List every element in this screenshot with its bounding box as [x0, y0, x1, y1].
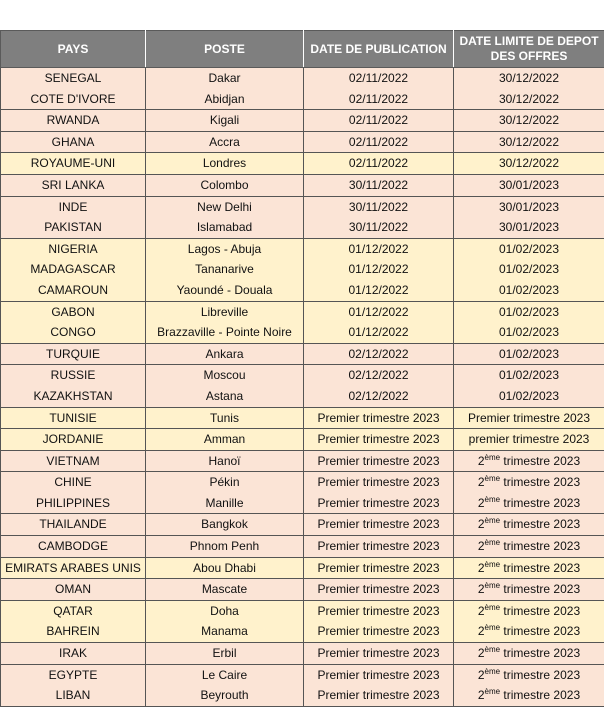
offers-table [0, 30, 604, 707]
cell-poste: Doha [146, 600, 304, 621]
table-row [1, 600, 604, 621]
cell-poste: Lagos - Abuja [146, 238, 304, 259]
cell-pays: MADAGASCAR [1, 259, 146, 280]
cell-date-publication: Premier trimestre 2023 [304, 621, 454, 642]
table-row [1, 493, 604, 514]
cell-poste: Bangkok [146, 514, 304, 536]
cell-date-publication: 02/12/2022 [304, 386, 454, 407]
cell-poste: Phnom Penh [146, 536, 304, 558]
cell-date-limite: 2ème trimestre 2023 [454, 493, 604, 514]
cell-pays: IRAK [1, 643, 146, 665]
cell-poste: Tunis [146, 407, 304, 429]
cell-poste: Kigali [146, 110, 304, 132]
cell-date-limite: 01/02/2023 [454, 259, 604, 280]
cell-date-publication: Premier trimestre 2023 [304, 685, 454, 706]
cell-date-limite: Premier trimestre 2023 [454, 407, 604, 429]
header-pays: PAYS [1, 31, 146, 68]
table-row [1, 472, 604, 493]
cell-date-limite: 2ème trimestre 2023 [454, 643, 604, 665]
table-row [1, 174, 604, 196]
table-row [1, 131, 604, 153]
cell-date-limite: 2ème trimestre 2023 [454, 472, 604, 493]
cell-date-limite: 30/12/2022 [454, 89, 604, 110]
cell-pays: CAMBODGE [1, 536, 146, 558]
cell-poste: Yaoundé - Douala [146, 280, 304, 301]
cell-date-publication: 02/11/2022 [304, 68, 454, 89]
cell-pays: PHILIPPINES [1, 493, 146, 514]
cell-date-limite: 30/01/2023 [454, 196, 604, 217]
cell-date-publication: 01/12/2022 [304, 259, 454, 280]
cell-poste: Abidjan [146, 89, 304, 110]
table-row [1, 450, 604, 472]
cell-date-publication: Premier trimestre 2023 [304, 472, 454, 493]
table-row [1, 579, 604, 601]
offers-table-container [0, 30, 604, 707]
table-row [1, 196, 604, 217]
table-row [1, 217, 604, 238]
table-row [1, 89, 604, 110]
header-row [1, 31, 604, 68]
cell-poste: Manama [146, 621, 304, 642]
cell-poste: Hanoï [146, 450, 304, 472]
cell-date-publication: 01/12/2022 [304, 280, 454, 301]
cell-date-publication: 02/11/2022 [304, 153, 454, 175]
cell-date-publication: Premier trimestre 2023 [304, 579, 454, 601]
table-row [1, 343, 604, 365]
cell-date-publication: 02/11/2022 [304, 89, 454, 110]
cell-date-limite: 01/02/2023 [454, 343, 604, 365]
cell-pays: SRI LANKA [1, 174, 146, 196]
cell-poste: Moscou [146, 365, 304, 386]
cell-date-limite: 2ème trimestre 2023 [454, 514, 604, 536]
cell-pays: LIBAN [1, 685, 146, 706]
cell-date-limite: 30/01/2023 [454, 174, 604, 196]
cell-date-publication: 01/12/2022 [304, 301, 454, 322]
cell-pays: KAZAKHSTAN [1, 386, 146, 407]
cell-poste: Londres [146, 153, 304, 175]
cell-poste: Colombo [146, 174, 304, 196]
table-row [1, 280, 604, 301]
cell-date-publication: Premier trimestre 2023 [304, 557, 454, 579]
cell-date-limite: 30/12/2022 [454, 131, 604, 153]
cell-pays: CAMAROUN [1, 280, 146, 301]
cell-pays: PAKISTAN [1, 217, 146, 238]
cell-date-limite: 30/01/2023 [454, 217, 604, 238]
cell-pays: INDE [1, 196, 146, 217]
cell-date-publication: Premier trimestre 2023 [304, 493, 454, 514]
cell-pays: EMIRATS ARABES UNIS [1, 557, 146, 579]
cell-poste: Erbil [146, 643, 304, 665]
cell-pays: VIETNAM [1, 450, 146, 472]
cell-pays: SENEGAL [1, 68, 146, 89]
cell-date-limite: premier trimestre 2023 [454, 429, 604, 451]
table-row [1, 407, 604, 429]
cell-date-publication: 30/11/2022 [304, 174, 454, 196]
cell-poste: Le Caire [146, 664, 304, 685]
table-row [1, 514, 604, 536]
cell-poste: New Delhi [146, 196, 304, 217]
table-row [1, 664, 604, 685]
table-row [1, 365, 604, 386]
cell-poste: Manille [146, 493, 304, 514]
header-date-publication: DATE DE PUBLICATION [304, 31, 454, 68]
cell-pays: OMAN [1, 579, 146, 601]
table-row [1, 643, 604, 665]
table-row [1, 322, 604, 343]
cell-date-publication: Premier trimestre 2023 [304, 450, 454, 472]
table-row [1, 557, 604, 579]
cell-date-limite: 30/12/2022 [454, 153, 604, 175]
cell-pays: CONGO [1, 322, 146, 343]
table-row [1, 153, 604, 175]
header-poste: POSTE [146, 31, 304, 68]
cell-poste: Abou Dhabi [146, 557, 304, 579]
table-row [1, 259, 604, 280]
cell-poste: Beyrouth [146, 685, 304, 706]
cell-pays: BAHREIN [1, 621, 146, 642]
cell-date-publication: 02/11/2022 [304, 110, 454, 132]
table-body [1, 68, 604, 707]
cell-date-limite: 30/12/2022 [454, 68, 604, 89]
cell-date-limite: 01/02/2023 [454, 386, 604, 407]
header-date-limite: DATE LIMITE DE DEPOT DES OFFRES [454, 31, 604, 68]
cell-poste: Dakar [146, 68, 304, 89]
table-row [1, 386, 604, 407]
cell-pays: NIGERIA [1, 238, 146, 259]
table-row [1, 301, 604, 322]
cell-date-limite: 2ème trimestre 2023 [454, 557, 604, 579]
table-row [1, 536, 604, 558]
cell-pays: CHINE [1, 472, 146, 493]
cell-date-publication: 02/11/2022 [304, 131, 454, 153]
cell-date-limite: 01/02/2023 [454, 238, 604, 259]
table-row [1, 429, 604, 451]
cell-pays: ROYAUME-UNI [1, 153, 146, 175]
table-row [1, 68, 604, 89]
cell-date-publication: 02/12/2022 [304, 365, 454, 386]
cell-pays: GHANA [1, 131, 146, 153]
cell-date-publication: 02/12/2022 [304, 343, 454, 365]
cell-date-publication: 30/11/2022 [304, 196, 454, 217]
cell-poste: Astana [146, 386, 304, 407]
cell-pays: EGYPTE [1, 664, 146, 685]
cell-date-publication: 01/12/2022 [304, 238, 454, 259]
table-row [1, 110, 604, 132]
cell-date-limite: 01/02/2023 [454, 322, 604, 343]
cell-pays: TUNISIE [1, 407, 146, 429]
cell-pays: GABON [1, 301, 146, 322]
cell-date-limite: 01/02/2023 [454, 301, 604, 322]
table-header [1, 31, 604, 68]
cell-date-publication: Premier trimestre 2023 [304, 643, 454, 665]
cell-poste: Brazzaville - Pointe Noire [146, 322, 304, 343]
table-row [1, 621, 604, 642]
cell-date-limite: 2ème trimestre 2023 [454, 664, 604, 685]
cell-date-publication: 01/12/2022 [304, 322, 454, 343]
cell-date-limite: 01/02/2023 [454, 280, 604, 301]
cell-date-publication: Premier trimestre 2023 [304, 600, 454, 621]
cell-date-publication: Premier trimestre 2023 [304, 429, 454, 451]
cell-poste: Amman [146, 429, 304, 451]
cell-date-limite: 2ème trimestre 2023 [454, 536, 604, 558]
cell-date-limite: 2ème trimestre 2023 [454, 685, 604, 706]
cell-date-limite: 2ème trimestre 2023 [454, 450, 604, 472]
cell-date-publication: Premier trimestre 2023 [304, 514, 454, 536]
cell-pays: RUSSIE [1, 365, 146, 386]
cell-date-publication: Premier trimestre 2023 [304, 536, 454, 558]
cell-date-publication: Premier trimestre 2023 [304, 664, 454, 685]
cell-pays: THAILANDE [1, 514, 146, 536]
cell-date-limite: 2ème trimestre 2023 [454, 621, 604, 642]
table-row [1, 685, 604, 706]
cell-date-limite: 2ème trimestre 2023 [454, 600, 604, 621]
cell-pays: RWANDA [1, 110, 146, 132]
cell-date-publication: 30/11/2022 [304, 217, 454, 238]
cell-pays: COTE D'IVORE [1, 89, 146, 110]
cell-poste: Libreville [146, 301, 304, 322]
cell-date-publication: Premier trimestre 2023 [304, 407, 454, 429]
cell-poste: Ankara [146, 343, 304, 365]
cell-date-limite: 30/12/2022 [454, 110, 604, 132]
cell-date-limite: 2ème trimestre 2023 [454, 579, 604, 601]
cell-poste: Islamabad [146, 217, 304, 238]
cell-poste: Pékin [146, 472, 304, 493]
cell-pays: TURQUIE [1, 343, 146, 365]
table-row [1, 238, 604, 259]
cell-poste: Tananarive [146, 259, 304, 280]
cell-pays: QATAR [1, 600, 146, 621]
cell-poste: Accra [146, 131, 304, 153]
cell-poste: Mascate [146, 579, 304, 601]
cell-pays: JORDANIE [1, 429, 146, 451]
cell-date-limite: 01/02/2023 [454, 365, 604, 386]
